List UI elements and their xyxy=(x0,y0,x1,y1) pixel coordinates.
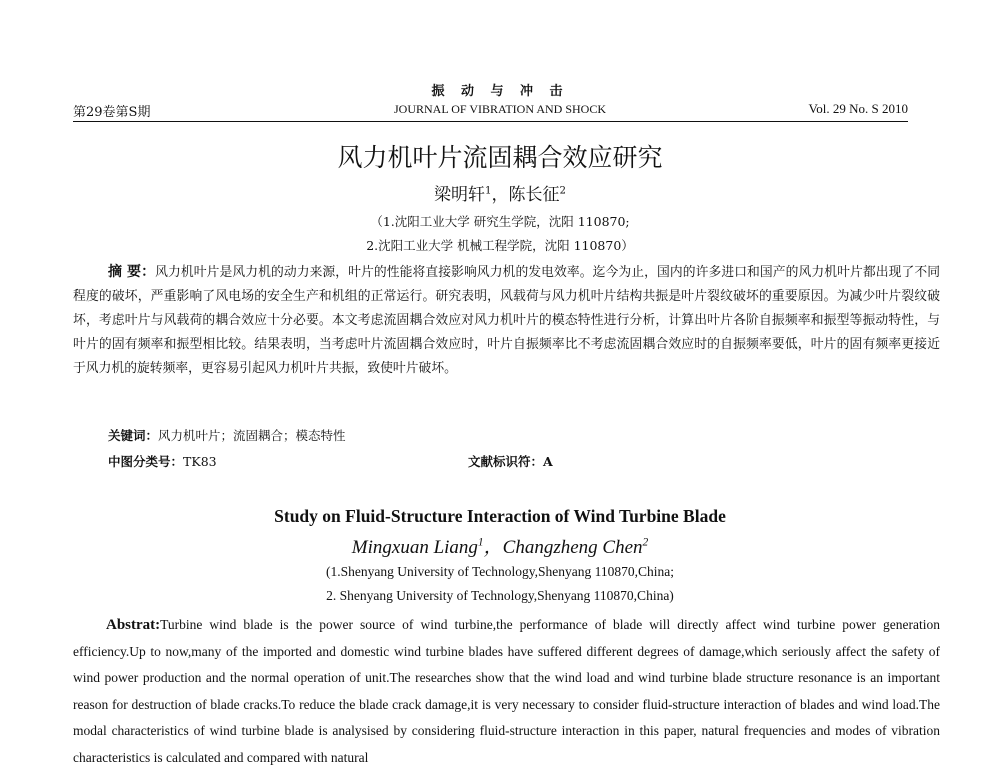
affiliation-cn-1: （1.沈阳工业大学 研究生学院，沈阳 110870; xyxy=(370,214,630,229)
affiliation-cn-2: 2.沈阳工业大学 机械工程学院，沈阳 110870） xyxy=(366,238,634,253)
authors-en xyxy=(0,532,1000,559)
doc-value: A xyxy=(543,454,553,469)
affiliation-en-2: 2. Shenyang University of Technology,Shenyang 110870,China) xyxy=(326,588,674,603)
author-affiliation-mark: 1 xyxy=(485,185,492,197)
volume-issue-en: Vol. 29 No. S 2010 xyxy=(808,101,908,116)
keywords-text-cn: 风力机叶片；流固耦合；模态特性 xyxy=(158,428,346,443)
document-code xyxy=(468,452,553,470)
author-separator: ， xyxy=(483,537,503,558)
abstract-text-cn: 风力机叶片是风力机的动力来源，叶片的性能将直接影响风力机的发电效率。迄今为止，国内的许多进口和国产的风力机叶片都出现了不同程度的破坏，严重影响了风电场的安全生产和机组的正常运行。研究表明，风载荷与风力机叶片结构共振是叶片裂纹破坏的重要原因。为减少叶片裂纹破坏，考虑叶片与风载荷的耦合效应十分必要。本文考虑流固耦合效应对风力机叶片的模态特性进行分析，计算出叶片各阶自振频率和振型等振动特性，与叶片的固有频率和振型相比较。结果表明，当考虑叶片流固耦合效应时，叶片自振频率比不考虑流固耦合效应时的自振频率要低，叶片的固有频率更接近于风力机的旋转频率，更容易引起风力机叶片共振，致使叶片破坏。 xyxy=(73,265,940,376)
author-name: Changzheng Chen xyxy=(502,537,643,558)
abstract-en xyxy=(73,612,940,771)
doc-label-cn: 文献标识符： xyxy=(468,454,544,469)
author-separator: ， xyxy=(491,185,509,205)
journal-name-cn: 振 动 与 冲 击 xyxy=(431,84,569,99)
abstract-label-en: Abstrat: xyxy=(106,617,161,633)
keywords-cn xyxy=(108,426,346,444)
author-affiliation-mark: 2 xyxy=(559,185,566,197)
author-name: Mingxuan Liang xyxy=(351,537,478,558)
header-rule xyxy=(73,121,908,122)
author-name: 陈长征 xyxy=(508,185,560,205)
author-name: 梁明轩 xyxy=(434,185,486,205)
paper-title-cn: 风力机叶片流固耦合效应研究 xyxy=(337,143,663,172)
authors-cn xyxy=(0,180,1000,205)
journal-name-en: JOURNAL OF VIBRATION AND SHOCK xyxy=(393,102,607,116)
author-affiliation-mark: 2 xyxy=(642,536,649,549)
clc-value: TK83 xyxy=(183,454,217,469)
abstract-cn xyxy=(73,260,940,381)
abstract-label-cn: 摘 要： xyxy=(108,264,156,280)
affiliation-en-1: (1.Shenyang University of Technology,Shenyang 110870,China; xyxy=(325,564,674,579)
author-affiliation-mark: 1 xyxy=(477,536,484,549)
keywords-label-cn: 关键词： xyxy=(108,428,159,443)
volume-issue-cn: 第29卷第S期 xyxy=(73,105,151,120)
abstract-text-en: Turbine wind blade is the power source of wind turbine,the performance of blade will directly affect wind turbine power generation efficiency.Up to now,many of the imported and domestic wind turbine blades have suffered different degrees of damage,which seriously affect the safety of wind power production and the normal operation of unit.The researches show that the wind load and wind turbine blade structure resonance is an important reason for destruction of blade cracks.To reduce the blade crack damage,it is very necessary to consider fluid-structure interaction of blades and wind load.The modal characteristics of wind turbine blade is analysised by considering fluid-structure interaction in this paper, natural frequencies and modes of vibration characteristics is calculated and compared with natural xyxy=(73,617,940,765)
paper-title-en: Study on Fluid-Structure Interaction of Wind Turbine Blade xyxy=(274,506,726,526)
clc-label-cn: 中图分类号： xyxy=(108,454,184,469)
clc-number xyxy=(108,452,217,470)
